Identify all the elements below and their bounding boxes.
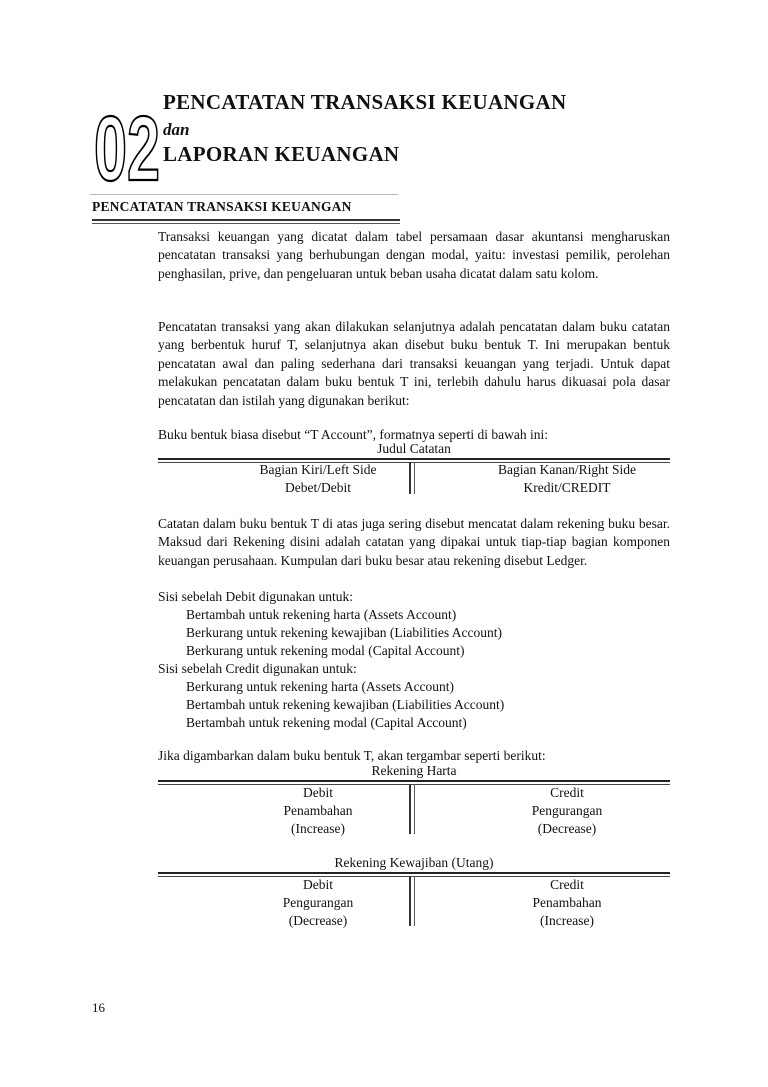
t-kewajiban-left-2: Pengurangan	[282, 895, 354, 910]
t-format-right-2: Kredit/CREDIT	[523, 480, 611, 495]
t-harta-caption: Rekening Harta	[371, 763, 457, 778]
paragraph-5: Jika digambarkan dalam buku bentuk T, akan tergambar seperti berikut:	[158, 748, 546, 763]
paragraph-3: Buku bentuk biasa disebut “T Account”, formatnya seperti di bawah ini:	[158, 427, 549, 442]
debit-side-heading: Sisi sebelah Debit digunakan untuk:	[158, 589, 353, 604]
t-harta-left-1: Debit	[303, 785, 333, 800]
header-divider	[90, 194, 398, 195]
section-rule	[92, 223, 400, 224]
credit-side-heading: Sisi sebelah Credit digunakan untuk:	[158, 661, 357, 676]
chapter-title-connector: dan	[163, 120, 190, 139]
section-heading: PENCATATAN TRANSAKSI KEUANGAN	[92, 199, 352, 214]
credit-side-item: Bertambah untuk rekening modal (Capital Account)	[186, 715, 467, 730]
credit-side-item: Berkurang untuk rekening harta (Assets Account)	[186, 679, 455, 694]
credit-side-item: Bertambah untuk rekening kewajiban (Liabilities Account)	[186, 697, 505, 712]
t-format-left-2: Debet/Debit	[285, 480, 351, 495]
paragraph-2: Pencatatan transaksi yang akan dilakukan selanjutnya adalah pencatatan dalam buku catatan yang berbentuk huruf T, selanjutnya akan disebut buku bentuk T. Ini merupakan bentuk pencatatan awal dan paling sederhana dari transaksi keuangan yang terjadi. Untuk dapat melakukan pencatatan dalam buku bentuk T ini, terlebih dahulu harus dikuasai pola dasar pencatatan dan istilah yang digunakan berikut:	[158, 319, 670, 408]
t-kewajiban-right-1: Credit	[550, 877, 584, 892]
t-harta-right-3: (Decrease)	[537, 821, 597, 836]
t-format-caption: Judul Catatan	[377, 441, 451, 456]
debit-side-item: Berkurang untuk rekening kewajiban (Liabilities Account)	[186, 625, 503, 640]
t-kewajiban-left-1: Debit	[303, 877, 333, 892]
t-kewajiban-right-3: (Increase)	[540, 913, 594, 928]
t-format-left-1: Bagian Kiri/Left Side	[259, 462, 377, 477]
t-format-right-1: Bagian Kanan/Right Side	[498, 462, 636, 477]
page-number: 16	[92, 1000, 105, 1015]
t-format-top-rule	[158, 458, 670, 460]
paragraph-4: Catatan dalam buku bentuk T di atas juga sering disebut mencatat dalam rekening buku besar. Maksud dari Rekening disini adalah catatan yang dipakai untuk tiap-tiap bagian komponen keuangan perusahaan. Kumpulan dari buku besar atau rekening disebut Ledger.	[158, 516, 670, 568]
chapter-title-line2: LAPORAN KEUANGAN	[163, 142, 400, 166]
t-harta-right-1: Credit	[550, 785, 584, 800]
paragraph-1: Transaksi keuangan yang dicatat dalam tabel persamaan dasar akuntansi mengharuskan pencatatan transaksi yang berhubungan dengan modal, yaitu: investasi pemilik, perolehan penghasilan, prive, dan pengeluaran untuk beban usaha dicatat dalam satu kolom.	[158, 229, 670, 281]
t-kewajiban-caption: Rekening Kewajiban (Utang)	[334, 855, 494, 870]
t-harta-left-2: Penambahan	[283, 803, 353, 818]
debit-side-item: Berkurang untuk rekening modal (Capital Account)	[186, 643, 465, 658]
chapter-number	[92, 68, 162, 186]
t-kewajiban-left-3: (Decrease)	[288, 913, 348, 928]
t-harta-right-2: Pengurangan	[531, 803, 603, 818]
t-harta-top-rule	[158, 780, 670, 782]
chapter-number-text: 02	[94, 98, 160, 186]
section-rule	[92, 219, 400, 221]
t-kewajiban-top-rule	[158, 872, 670, 874]
debit-side-item: Bertambah untuk rekening harta (Assets Account)	[186, 607, 457, 622]
t-kewajiban-right-2: Penambahan	[532, 895, 602, 910]
t-harta-left-3: (Increase)	[291, 821, 345, 836]
chapter-title-line1: PENCATATAN TRANSAKSI KEUANGAN	[163, 90, 567, 114]
